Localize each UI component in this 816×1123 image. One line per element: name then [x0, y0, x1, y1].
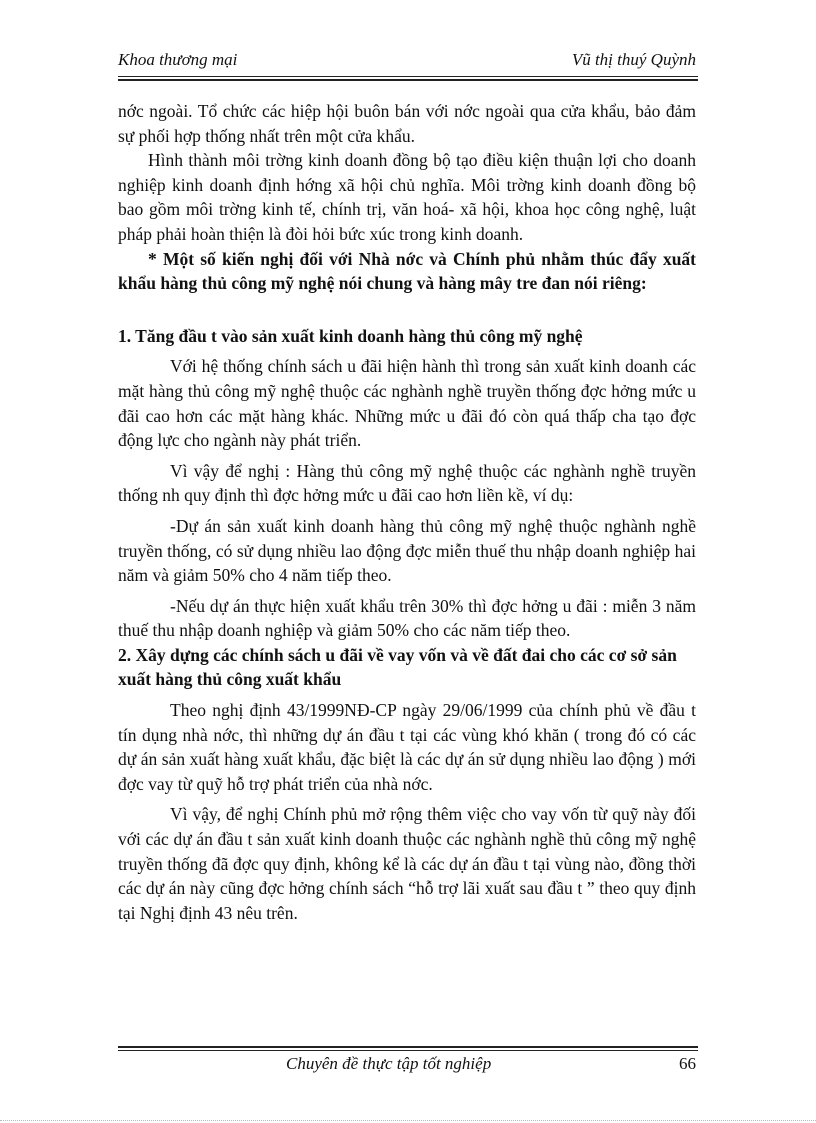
- page-bottom-border: [0, 1120, 816, 1121]
- header-author: Vũ thị thuý Quỳnh: [571, 50, 696, 69]
- paragraph-7: Theo nghị định 43/1999NĐ-CP ngày 29/06/1999 của chính phủ về đầu t tín dụng nhà nớc, thì những dự án đầu t tại các vùng khó khăn ( trong đó có các dự án sản xuất hàng xuất khẩu, đặc biệt là các dự án sử dụng nhiều lao động ) mới đợc vay từ quỹ hỗ trợ phát triển của nhà nớc.: [118, 700, 696, 794]
- page-number: 66: [679, 1054, 696, 1073]
- footer-rule-thick: [118, 1046, 698, 1048]
- paragraph-8: Vì vậy, để nghị Chính phủ mở rộng thêm việc cho vay vốn từ quỹ này đối với các dự án đầu t sản xuất kinh doanh thuộc các nghành nghề thủ công mỹ nghệ truyền thống đã đợc quy định, không kể là các dự án đầu t tại vùng nào, đồng thời các dự án này cũng đợc hởng chính sách “hỗ trợ lãi xuất sau đầu t ” theo quy định tại Nghị định 43 nêu trên.: [118, 804, 696, 923]
- paragraph-6: -Nếu dự án thực hiện xuất khẩu trên 30% thì đợc hởng u đãi : miễn 3 năm thuế thu nhập doanh nghiệp và giảm 50% cho các năm tiếp theo.: [118, 595, 696, 641]
- section-heading-2: 2. Xây dựng các chính sách u đãi về vay vốn và về đất đai cho các cơ sở sản xuất hàng thủ công xuất khẩu: [118, 644, 677, 690]
- paragraph-2: Hình thành môi trờng kinh doanh đồng bộ tạo điều kiện thuận lợi cho doanh nghiệp kinh doanh định hớng xã hội chủ nghĩa. Môi trờng kinh doanh đồng bộ bao gồm môi trờng kinh tế, chính trị, văn hoá- xã hội, khoa học công nghệ, luật pháp phải hoàn thiện là đòi hỏi bức xúc trong kinh doanh.: [118, 150, 696, 244]
- recommendations-intro: * Một số kiến nghị đối với Nhà nớc và Chính phủ nhằm thúc đẩy xuất khẩu hàng thủ công mỹ nghệ nói chung và hàng mây tre đan nói riêng:: [118, 248, 696, 294]
- header-rule-thick: [118, 79, 698, 81]
- paragraph-3: Với hệ thống chính sách u đãi hiện hành thì trong sản xuất kinh doanh các mặt hàng thủ công mỹ nghệ thuộc các nghành nghề truyền thống đợc hởng mức u đãi cao hơn các mặt hàng khác. Những mức u đãi đó còn quá thấp cha tạo đợc động lực cho ngành này phát triển.: [118, 356, 696, 451]
- paragraph-5: -Dự án sản xuất kinh doanh hàng thủ công mỹ nghệ thuộc nghành nghề truyền thống, có sử dụng nhiều lao động đợc miễn thuế thu nhập doanh nghiệp hai năm và giảm 50% cho 4 năm tiếp theo.: [118, 515, 696, 586]
- section-heading-1: 1. Tăng đầu t vào sản xuất kinh doanh hàng thủ công mỹ nghệ: [118, 325, 583, 346]
- page-footer: [118, 1054, 696, 1078]
- header-faculty: Khoa thương mại: [118, 50, 238, 69]
- footer-rule-thin: [118, 1050, 698, 1051]
- paragraph-1: nớc ngoài. Tổ chức các hiệp hội buôn bán với nớc ngoài qua cửa khẩu, bảo đảm sự phối hợp thống nhất trên một cửa khẩu.: [118, 101, 696, 146]
- footer-title: Chuyên đề thực tập tốt nghiệp: [286, 1054, 492, 1073]
- document-body: [118, 99, 696, 925]
- paragraph-4: Vì vậy để nghị : Hàng thủ công mỹ nghệ thuộc các nghành nghề truyền thống nh quy định thì đợc hởng mức u đãi cao hơn liền kề, ví dụ:: [118, 460, 696, 506]
- header-rule-thin: [118, 76, 698, 77]
- page-header: [118, 50, 696, 74]
